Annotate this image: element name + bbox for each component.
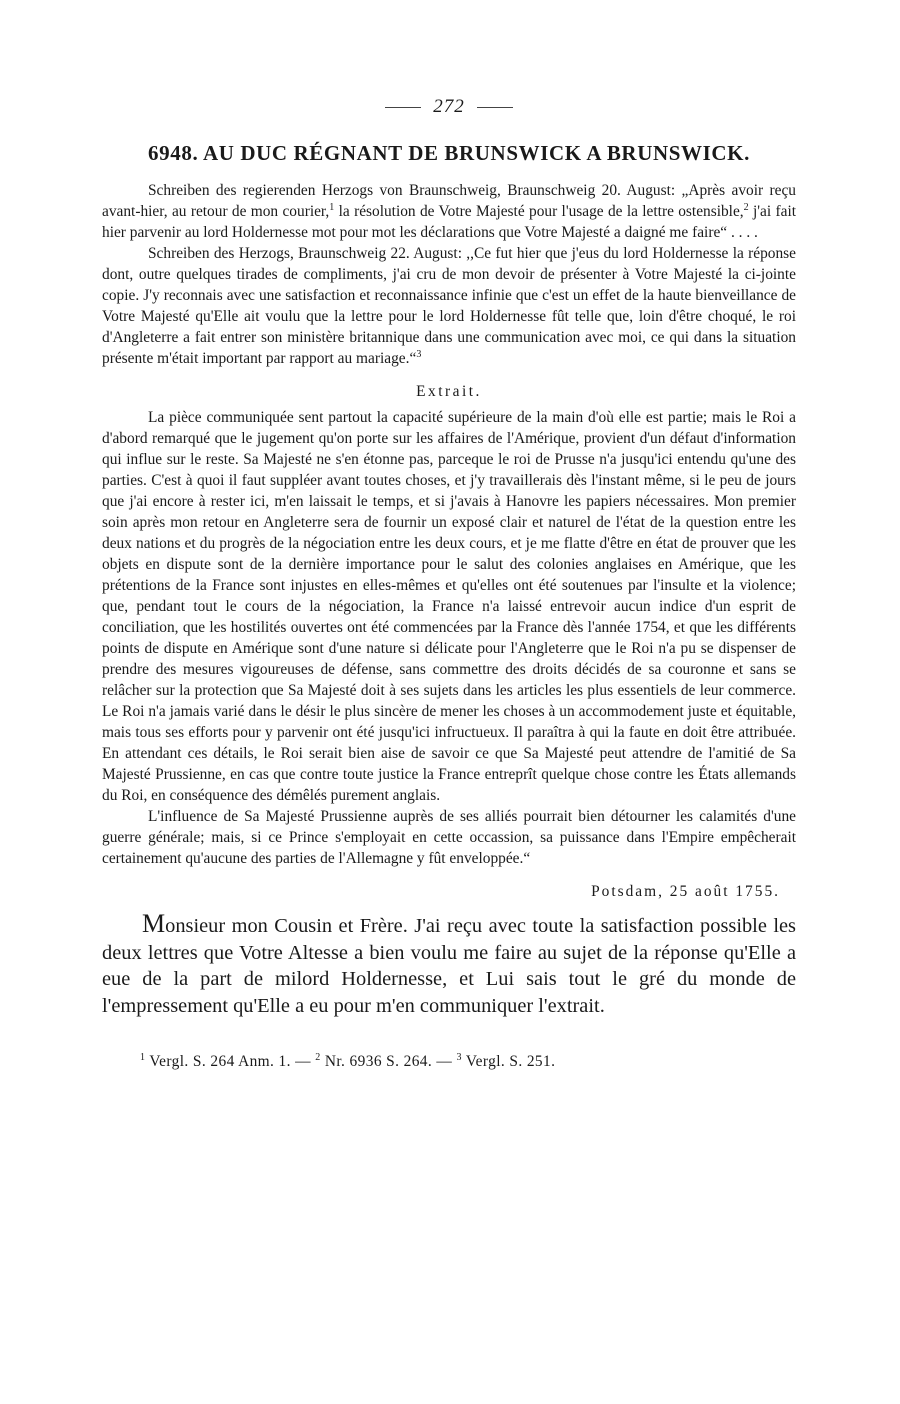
extrait-paragraph-1: La pièce communiquée sent partout la capacité supérieure de la main d'où elle est partie; mais le Roi a d'abord remarqué que le jugement qu'on porte sur les affaires de l'Amérique, provient d'un défaut d'information qui influe sur le reste. Sa Majesté ne s'en étonne pas, parceque le roi de Prusse n'a jusqu'ici entendu qu'une des parties. C'est à quoi il faut suppléer avant toutes choses, et j'y travaillerais dès l'instant même, si le peu de jours que j'ai encore à rester ici, m'en laissait le temps, et si j'avais à Hanovre les papiers nécessaires. Mon premier soin après mon retour en Angleterre sera de fournir un exposé clair et naturel de l'état de la question entre les deux nations et du progrès de la négociation entre les deux cours, et je me flatte d'être en état de prouver que les objets en dispute sont de la dernière importance pour le salut des colonies anglaises en Amérique, que les prétentions de la France sont injustes en elles-mêmes et qu'elles ont été soutenues par l'insulte et la violence; que, pendant tout le cours de la négociation, la France n'a laissé entrevoir aucun indice d'un esprit de conciliation, que les hostilités ouvertes ont été commencées par la France dès l'année 1754, et que les différents points de dispute en Amérique sont d'une nature si délicate pour l'Angleterre que le Roi n'a pu se dispenser de prendre des mesures vigoureuses de défense, sans commettre des droits décidés de sa couronne et sans se relâcher sur la protection que Sa Majesté doit à ses sujets dans les articles les plus essentiels de leur commerce. Le Roi n'a jamais varié dans le désir le plus sincère de mener les choses à un accommodement juste et équitable, mais tous ses efforts pour y parvenir ont été jusqu'ici infructueux. Il paraîtra à qui la faute en doit être attribuée. En attendant ces détails, le Roi serait bien aise de savoir ce que Sa Majesté peut attendre de l'amitié de Sa Majesté Prussienne, en cas que contre toute justice la France entreprît quelque chose contre les États allemands du Roi, en conséquence des démêlés purement anglais. [102,409,796,804]
extrait-paragraph-2: L'influence de Sa Majesté Prussienne auprès de ses alliés pourrait bien détourner les calamités d'une guerre générale; mais, si ce Prince s'employait en cette occassion, sa puissance dans l'Empire empêcherait certainement qu'aucune des parties de l'Allemagne y fût enveloppée.“ [102,808,796,867]
intro-p1-text: Schreiben des regierenden Herzogs von Braunschweig, Braunschweig 20. August: „Après avoir reçu avant-hier, au retour de mon courier, [102,182,796,220]
footnote-mark-1: 1 [140,1052,146,1064]
letter-body [102,911,796,1019]
footnote-ref-3: 3 [416,348,422,360]
extrait-section [102,407,796,869]
letter-heading: 6948. AU DUC RÉGNANT DE BRUNSWICK A BRUNSWICK. [148,141,750,165]
page-number-rule-right [477,107,513,108]
page-number-rule-left [385,107,421,108]
extrait-title: Extrait. [416,383,482,400]
page-number: 272 [433,96,465,117]
footnotes [102,1053,796,1071]
footnote-text-1: Vergl. S. 264 Anm. 1. — [145,1053,316,1071]
intro-paragraph-1 [102,180,796,243]
page-number-line [102,96,796,118]
intro-section [102,180,796,369]
footnote-text-3: Vergl. S. 251. [461,1053,556,1071]
footnote-ref-1: 1 [329,201,335,213]
place-date: Potsdam, 25 août 1755. [591,883,780,900]
footnote-mark-3: 3 [456,1052,462,1064]
intro-p1-text-3: j'ai fait hier parvenir au lord Holdernesse mot pour mot les déclarations que Votre Majesté a daigné me faire“ . . . . [102,203,796,241]
letter-text: onsieur mon Cousin et Frère. J'ai reçu avec toute la satisfaction possible les deux lettres que Votre Altesse a bien voulu me faire au sujet de la réponse qu'Elle a eue de la part de milord Holdernesse, et Lui sais tout le gré du monde de l'empressement qu'Elle a eu pour m'en communiquer l'extrait. [102,915,796,1017]
intro-p1-text-2: la résolution de Votre Majesté pour l'usage de la lettre ostensible, [334,203,744,220]
intro-paragraph-2 [102,243,796,369]
footnote-mark-2: 2 [315,1052,321,1064]
document-page [102,96,796,1071]
footnote-ref-2: 2 [743,201,749,213]
letter-initial: M [142,909,166,938]
footnote-text-2: Nr. 6936 S. 264. — [320,1053,457,1071]
letter-paragraph [102,911,796,1019]
intro-p2-text: Schreiben des Herzogs, Braunschweig 22. August: ,,Ce fut hier que j'eus du lord Holdernesse la réponse dont, outre quelques tirades de compliments, j'ai cru de mon devoir de présenter à Votre Majesté la ci-jointe copie. J'y reconnais avec une satisfaction et reconnaissance infinie que c'est un effet de la haute bienveillance de Votre Majesté qu'Elle ait voulu que la lettre pour le lord Holdernesse fût telle que, loin d'être choqué, le roi d'Angleterre a fait entrer son ministère britannique dans une communication avec moi, ce qui dans la situation présente m'était important par rapport au mariage.“ [102,245,796,367]
